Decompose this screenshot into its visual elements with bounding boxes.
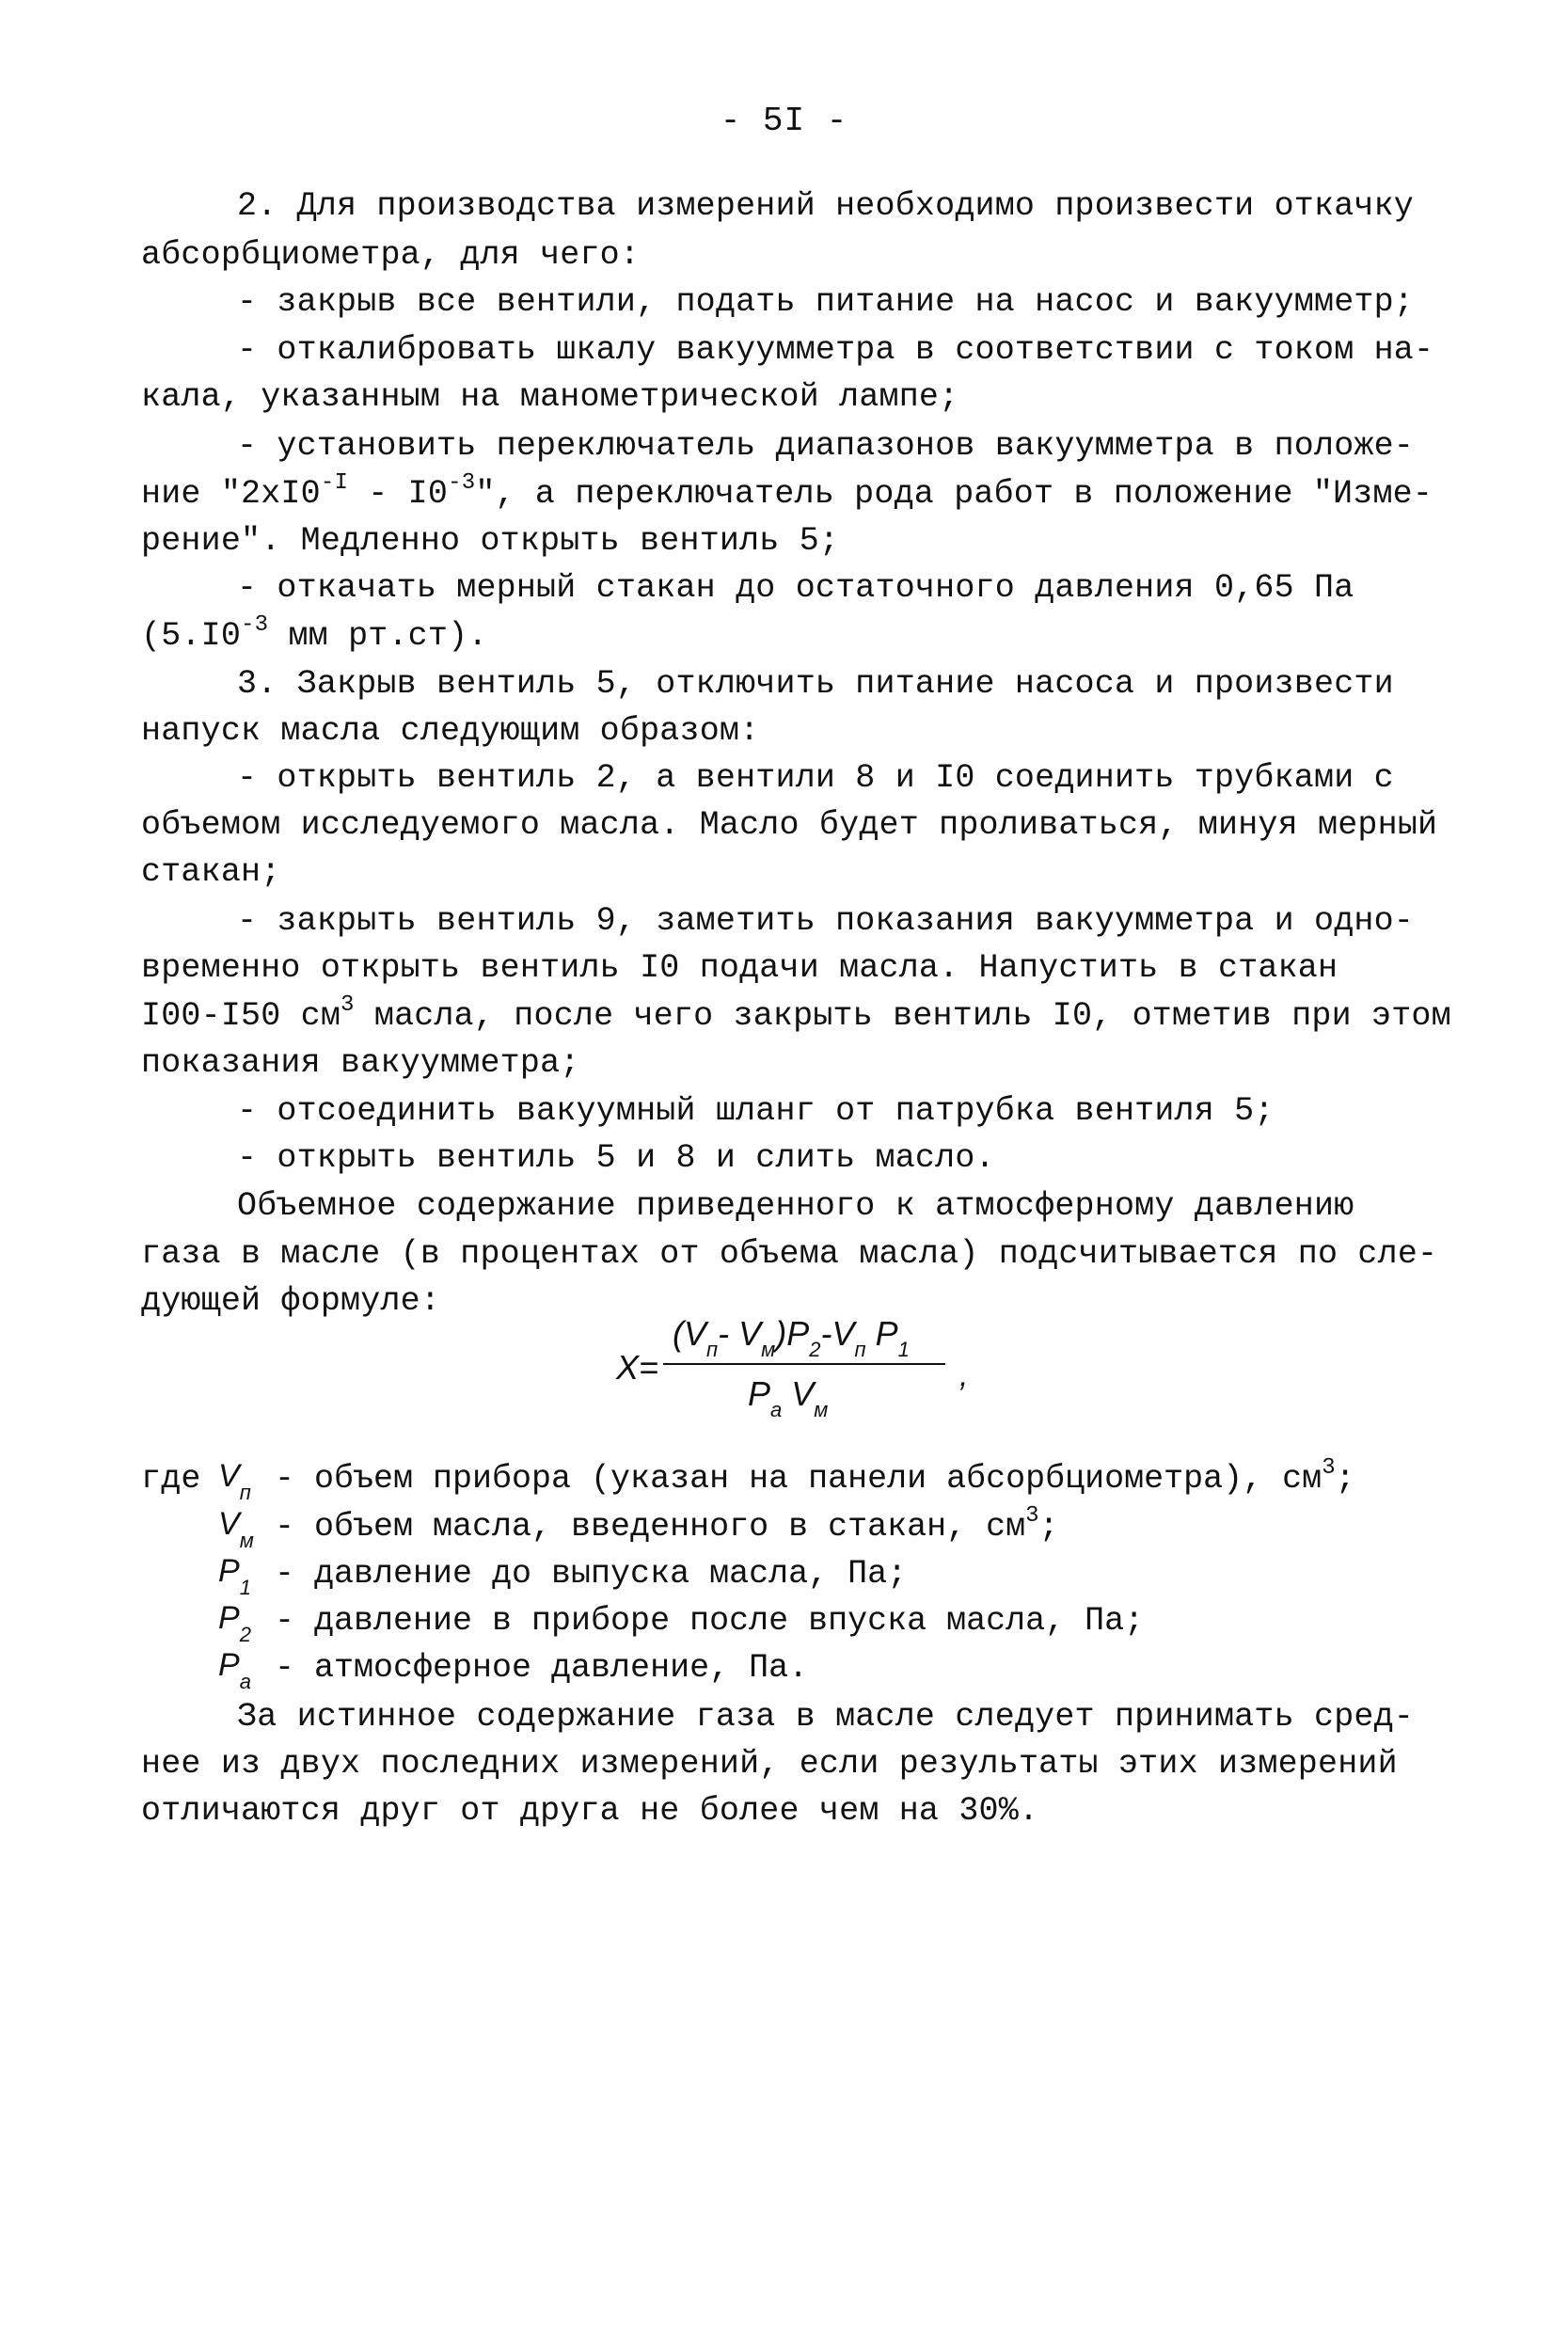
text-line: - откалибровать шкалу вакуумметра в соответствии с током на- bbox=[237, 331, 1434, 369]
subscript: 1 bbox=[897, 1338, 910, 1361]
text-line: газа в масле (в процентах от объема масла) подсчитывается по сле- bbox=[141, 1235, 1438, 1273]
text-fragment: V bbox=[832, 1314, 855, 1353]
legend-description bbox=[275, 1555, 908, 1593]
text-fragment: I00-I50 см bbox=[141, 997, 341, 1035]
text-fragment: - атмосферное давление, Па. bbox=[275, 1649, 809, 1687]
subscript: м bbox=[239, 1529, 254, 1552]
subscript: м bbox=[761, 1338, 776, 1361]
text-line: - закрыть вентиль 9, заметить показания вакуумметра и одно- bbox=[237, 902, 1415, 940]
text-line bbox=[141, 612, 488, 655]
text-fragment: ", а переключатель рода работ в положение "Изме- bbox=[475, 475, 1433, 513]
text-fragment: V bbox=[684, 1314, 707, 1353]
text-fragment: V bbox=[218, 1458, 240, 1494]
text-fragment: ; bbox=[1335, 1460, 1355, 1498]
text-line: абсорбциометра, для чего: bbox=[141, 236, 641, 274]
text-fragment: масла, после чего закрыть вентиль I0, отметив при этом bbox=[354, 997, 1451, 1035]
text-line: объемом исследуемого масла. Масло будет проливаться, минуя мерный bbox=[141, 806, 1438, 844]
text-line: рение". Медленно открыть вентиль 5; bbox=[141, 522, 840, 560]
superscript: -3 bbox=[241, 612, 269, 638]
text-fragment: - объем прибора (указан на панели абсорбциометра), см bbox=[275, 1460, 1323, 1498]
text-fragment: V bbox=[791, 1374, 815, 1413]
text-line: кала, указанным на манометрической лампе; bbox=[141, 378, 959, 416]
legend-symbol bbox=[218, 1600, 251, 1646]
text-fragment: P bbox=[786, 1314, 810, 1353]
text-fragment: V bbox=[218, 1506, 240, 1542]
text-fragment: P bbox=[875, 1314, 898, 1353]
text-fragment: V bbox=[738, 1314, 762, 1353]
legend-description bbox=[275, 1649, 809, 1687]
superscript: -I bbox=[320, 470, 349, 496]
subscript: 2 bbox=[809, 1338, 821, 1361]
formula-denominator bbox=[748, 1374, 829, 1421]
formula-comma: , bbox=[959, 1357, 969, 1393]
superscript: 3 bbox=[1322, 1455, 1336, 1481]
legend-description bbox=[275, 1602, 1145, 1640]
subscript: м bbox=[814, 1398, 829, 1421]
text-line: - открыть вентиль 5 и 8 и слить масло. bbox=[237, 1139, 995, 1177]
text-fragment: мм рт.ст). bbox=[268, 617, 488, 655]
text-fragment: P bbox=[748, 1374, 771, 1413]
superscript: 3 bbox=[1025, 1503, 1039, 1529]
text-line: отличаются друг от друга не более чем на 30%. bbox=[141, 1792, 1039, 1830]
subscript: п bbox=[706, 1338, 719, 1361]
subscript: п bbox=[239, 1481, 251, 1504]
text-fragment: - давление до выпуска масла, Па; bbox=[275, 1555, 908, 1593]
text-line: - открыть вентиль 2, а вентили 8 и I0 соединить трубками с bbox=[237, 759, 1394, 797]
text-fragment: ; bbox=[1038, 1508, 1059, 1546]
subscript: п bbox=[854, 1338, 866, 1361]
text-fragment: - bbox=[718, 1314, 739, 1353]
superscript: 3 bbox=[341, 992, 355, 1018]
text-line: - отсоединить вакуумный шланг от патрубка вентиля 5; bbox=[237, 1092, 1275, 1130]
text-fragment: P bbox=[218, 1647, 240, 1683]
text-line: напуск масла следующим образом: bbox=[141, 712, 760, 750]
legend-symbol bbox=[218, 1647, 251, 1693]
subscript: 1 bbox=[239, 1576, 251, 1599]
text-line: дующей формуле: bbox=[141, 1282, 441, 1320]
text-fragment: - объем масла, введенного в стакан, см bbox=[275, 1508, 1026, 1546]
text-line bbox=[141, 470, 1433, 513]
text-line: 3. Закрыв вентиль 5, отключить питание насоса и произвести bbox=[237, 665, 1394, 703]
formula-lhs: X= bbox=[616, 1348, 659, 1387]
text-line: нее из двух последних измерений, если результаты этих измерений bbox=[141, 1745, 1398, 1783]
legend-symbol bbox=[218, 1506, 254, 1552]
legend-where: где bbox=[141, 1460, 201, 1498]
text-fragment: - bbox=[820, 1314, 832, 1353]
text-fragment: ) bbox=[775, 1314, 787, 1353]
text-line: показания вакуумметра; bbox=[141, 1044, 580, 1082]
text-fragment: ние "2хI0 bbox=[141, 475, 321, 513]
text-line: - установить переключатель диапазонов вакуумметра в положе- bbox=[237, 427, 1415, 465]
text-line bbox=[141, 992, 1451, 1035]
formula-numerator bbox=[673, 1314, 910, 1361]
page-number: - 5I - bbox=[720, 102, 848, 140]
text-fragment: P bbox=[218, 1553, 240, 1589]
text-fragment: P bbox=[218, 1600, 240, 1636]
text-line: Объемное содержание приведенного к атмосферному давлению bbox=[237, 1187, 1354, 1225]
superscript: -3 bbox=[448, 470, 476, 496]
text-line: - закрыв все вентили, подать питание на насос и вакуумметр; bbox=[237, 283, 1415, 321]
text-line: - откачать мерный стакан до остаточного давления 0,65 Па bbox=[237, 569, 1354, 607]
legend-description bbox=[275, 1455, 1355, 1498]
text-line: временно открыть вентиль I0 подачи масла. Напустить в стакан bbox=[141, 949, 1338, 987]
text-line: стакан; bbox=[141, 853, 281, 891]
subscript: a bbox=[239, 1670, 251, 1693]
text-fragment: ( bbox=[673, 1314, 684, 1353]
fraction-bar bbox=[663, 1363, 945, 1365]
legend-description bbox=[275, 1503, 1059, 1546]
subscript: 2 bbox=[239, 1623, 251, 1646]
formula bbox=[616, 1303, 1011, 1425]
text-fragment: - давление в приборе после впуска масла, Па; bbox=[275, 1602, 1145, 1640]
legend-symbol bbox=[218, 1553, 251, 1599]
text-line: За истинное содержание газа в масле следует принимать сред- bbox=[237, 1698, 1415, 1736]
text-fragment: - I0 bbox=[348, 475, 449, 513]
legend-symbol bbox=[218, 1458, 251, 1504]
text-line: 2. Для производства измерений необходимо произвести откачку bbox=[237, 187, 1415, 225]
subscript: a bbox=[770, 1398, 783, 1421]
text-fragment: (5.I0 bbox=[141, 617, 242, 655]
